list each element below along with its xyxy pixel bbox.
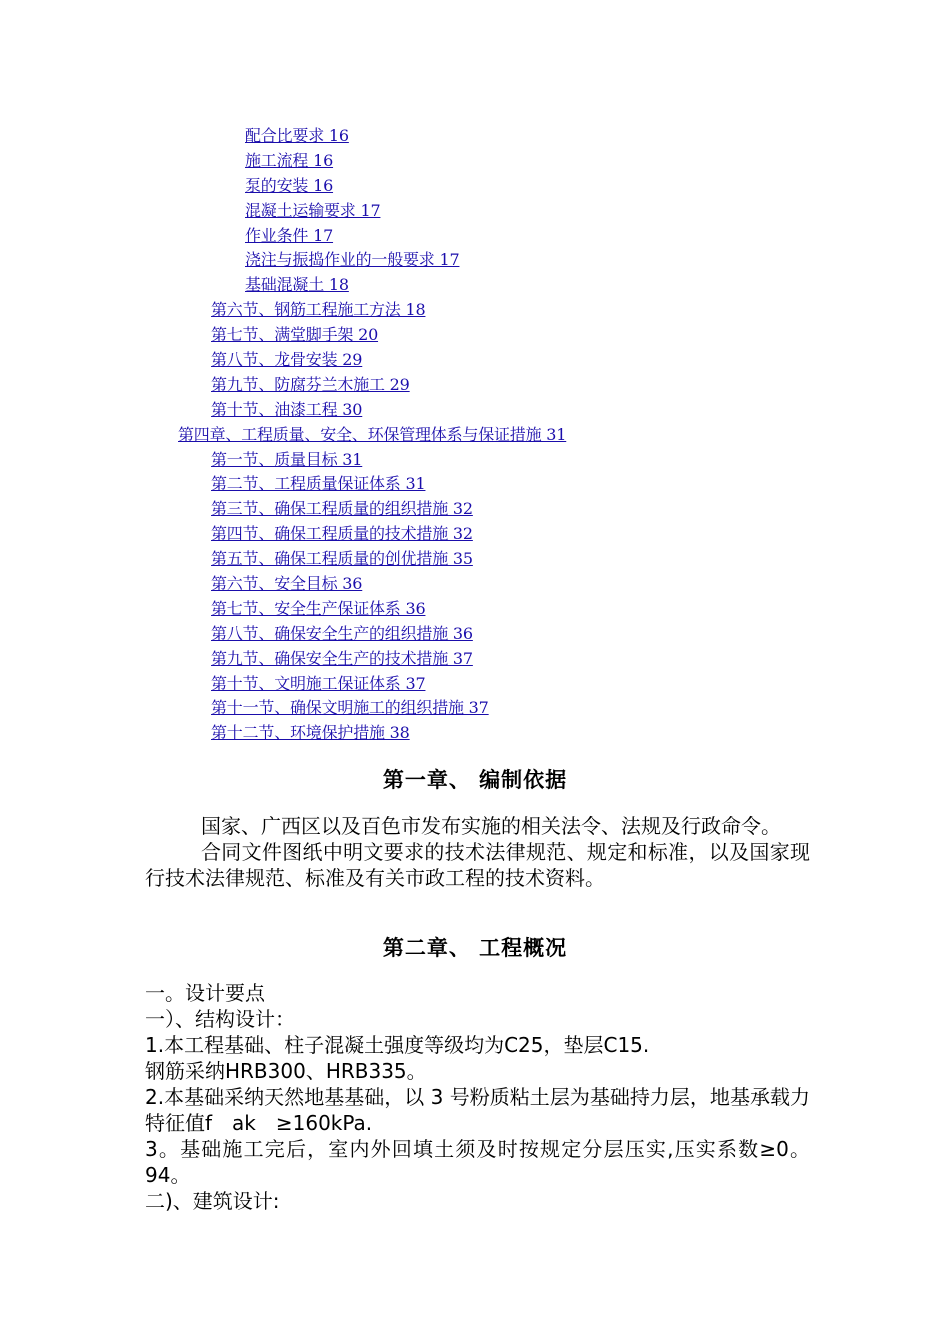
toc-link[interactable]: 泵的安装 16 xyxy=(245,175,334,195)
toc-link[interactable]: 第九节、确保安全生产的技术措施 37 xyxy=(211,648,473,668)
toc-link[interactable]: 第十节、油漆工程 30 xyxy=(211,399,363,419)
structure-item-2: 2.本基础采纳天然地基基础，以 3 号粉质粘土层为基础持力层，地基承载力特征值f ak ≥160kPa. xyxy=(145,1085,810,1135)
toc-link[interactable]: 第六节、安全目标 36 xyxy=(211,574,363,594)
chapter-2-body xyxy=(145,980,810,1214)
toc-link[interactable]: 基础混凝土 18 xyxy=(245,275,349,295)
toc-link[interactable]: 施工流程 16 xyxy=(245,150,334,170)
chapter-1-title: 第一章、 编制依据 xyxy=(382,767,568,792)
toc-link[interactable]: 第三节、确保工程质量的组织措施 32 xyxy=(211,499,473,519)
paragraph-contract-basis: 合同文件图纸中明文要求的技术法律规范、规定和标准，以及国家现行技术法律规范、标准及有关市政工程的技术资料。 xyxy=(145,840,810,890)
structure-design-heading: 一）、结构设计： xyxy=(145,1007,295,1031)
toc-link[interactable]: 第七节、安全生产保证体系 36 xyxy=(211,598,426,618)
toc-link[interactable]: 混凝土运输要求 17 xyxy=(245,200,381,220)
toc-link[interactable]: 第五节、确保工程质量的创优措施 35 xyxy=(211,549,473,569)
chapter-2-title: 第二章、 工程概况 xyxy=(382,935,568,960)
structure-item-1: 1.本工程基础、柱子混凝土强度等级均为C25，垫层C15. xyxy=(145,1033,650,1057)
toc-link[interactable]: 第七节、满堂脚手架 20 xyxy=(211,325,379,345)
toc-link[interactable]: 配合比要求 16 xyxy=(245,126,349,145)
toc-link[interactable]: 第九节、防腐芬兰木施工 29 xyxy=(211,374,410,394)
architecture-design-heading: 二)、建筑设计: xyxy=(145,1189,280,1213)
toc-link[interactable]: 第十二节、环境保护措施 38 xyxy=(211,723,410,743)
toc-link[interactable]: 第十一节、确保文明施工的组织措施 37 xyxy=(211,698,489,718)
structure-item-3: 3。基础施工完后，室内外回填土须及时按规定分层压实,压实系数≥0。94。 xyxy=(145,1137,810,1187)
toc-link[interactable]: 第八节、确保安全生产的组织措施 36 xyxy=(211,623,473,643)
toc-link[interactable]: 第一节、质量目标 31 xyxy=(211,449,363,469)
toc-link[interactable]: 浇注与振捣作业的一般要求 17 xyxy=(245,250,460,270)
toc-link[interactable]: 第八节、龙骨安装 29 xyxy=(211,350,363,370)
toc-link[interactable]: 第十节、文明施工保证体系 37 xyxy=(211,673,426,693)
design-points-heading: 一。设计要点 xyxy=(145,981,265,1005)
toc-link[interactable]: 第二节、工程质量保证体系 31 xyxy=(211,474,426,494)
toc-link[interactable]: 第六节、钢筋工程施工方法 18 xyxy=(211,300,426,320)
chapter-1-body xyxy=(145,813,810,891)
toc-link[interactable]: 第四章、工程质量、安全、环保管理体系与保证措施 31 xyxy=(178,424,567,444)
table-of-contents xyxy=(0,124,950,746)
toc-link[interactable]: 作业条件 17 xyxy=(245,225,334,245)
paragraph-legal-basis: 国家、广西区以及百色市发布实施的相关法令、法规及行政命令。 xyxy=(201,814,781,838)
structure-item-rebar: 钢筋采纳HRB300、HRB335。 xyxy=(145,1059,427,1083)
toc-link[interactable]: 第四节、确保工程质量的技术措施 32 xyxy=(211,524,473,544)
